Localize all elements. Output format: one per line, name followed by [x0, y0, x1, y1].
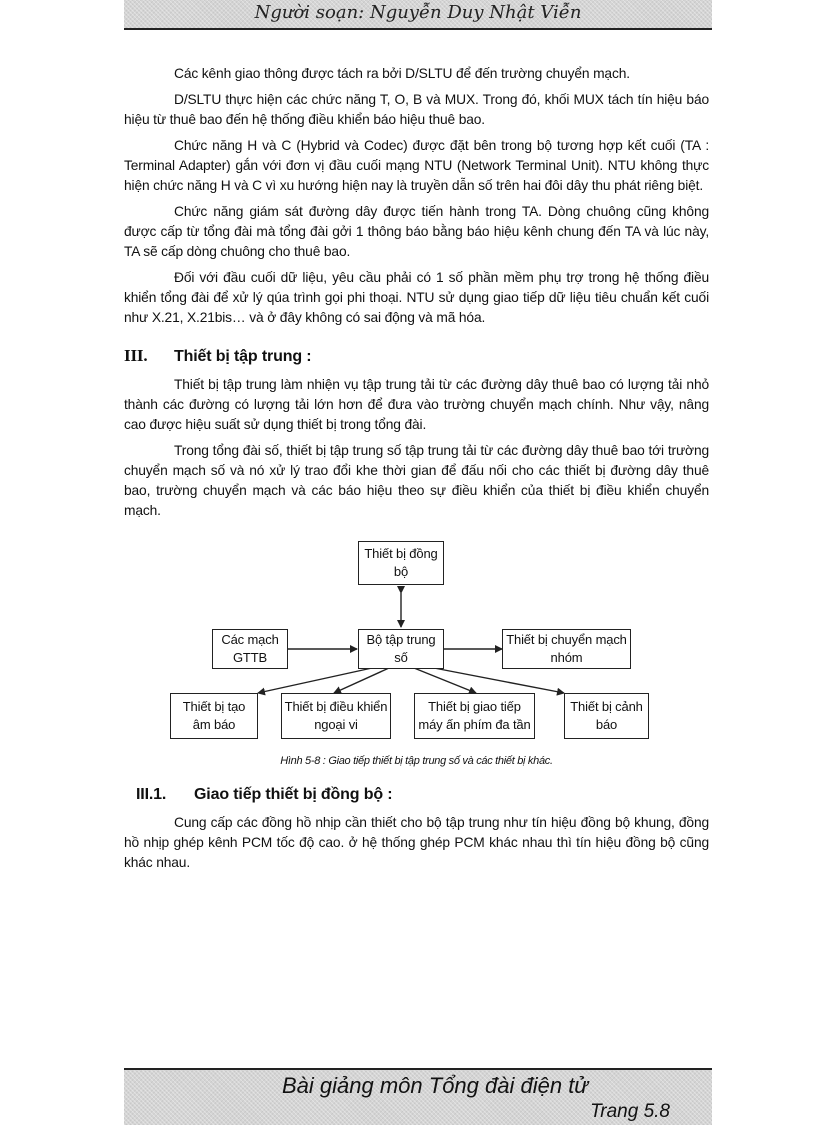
- paragraph: Trong tổng đài số, thiết bị tập trung số tập trung tải từ các đường dây thuê bao tới trường chuyển mạch số và nó xử lý trao đổi khe thời gian để đấu nối cho các thiết bị đường dây thuê bao, trường chuyển mạch và các báo hiệu theo sự điều khiển của thiết bị điều khiển chuyển mạch.: [124, 443, 709, 518]
- box-tone: Thiết bị tạo âm báo: [170, 693, 258, 739]
- footer-band: [124, 1068, 712, 1125]
- box-sync: Thiết bị đồng bộ: [358, 541, 444, 585]
- section-heading-3: [124, 346, 709, 367]
- paragraph: Cung cấp các đồng hồ nhịp cần thiết cho bộ tập trung như tín hiệu đồng bộ khung, đồng hồ nhịp ghép kênh PCM tốc độ cao. ở hệ thống ghép PCM khác nhau thì tín hiệu đồng bộ cũng khác nhau.: [124, 815, 709, 870]
- section-number: III.: [124, 346, 148, 365]
- box-concentrator: Bộ tập trung số: [358, 629, 444, 669]
- section-number: III.1.: [136, 786, 167, 803]
- paragraph: Đối với đầu cuối dữ liệu, yêu cầu phải có 1 số phần mềm phụ trợ trong hệ thống điều khiển tổng đài để xử lý qúa trình gọi phi thoại. NTU sử dụng giao tiếp dữ liệu tiêu chuẩn kết cuối như X.21, X.21bis… và ở đây không có sai động và mã hóa.: [124, 270, 709, 325]
- section-title: Thiết bị tập trung :: [174, 348, 312, 365]
- box-group-switch: Thiết bị chuyển mạch nhóm: [502, 629, 631, 669]
- paragraph: D/SLTU thực hiện các chức năng T, O, B và MUX. Trong đó, khối MUX tách tín hiệu báo hiệu từ thuê bao đến hệ thống điều khiển báo hiệu thuê bao.: [124, 92, 709, 127]
- paragraph: Thiết bị tập trung làm nhiện vụ tập trung tải từ các đường dây thuê bao có lượng tải nhỏ thành các đường có lượng tải lớn hơn để đưa vào trường chuyển mạch chính. Như vậy, nâng cao được hiệu suất sử dụng thiết bị trong tổng đài.: [124, 377, 709, 432]
- page-content: [124, 64, 709, 879]
- arrow-to-tone: [258, 668, 372, 693]
- paragraph: Các kênh giao thông được tách ra bởi D/SLTU để đến trường chuyển mạch.: [174, 66, 630, 81]
- box-gttb: Các mạch GTTB: [212, 629, 288, 669]
- arrow-to-peripheral: [334, 668, 389, 693]
- box-alarm: Thiết bị cảnh báo: [564, 693, 649, 739]
- footer-title: Bài giảng môn Tổng đài điện tử: [282, 1073, 589, 1098]
- paragraph: Chức năng giám sát đường dây được tiến hành trong TA. Dòng chuông cũng không được cấp từ tổng đài mà tổng đài gởi 1 thông báo bằng báo hiệu kênh chung đến TA và lúc này, TA sẽ cấp dòng chuông cho thuê bao.: [124, 204, 709, 259]
- header-author: Người soạn: Nguyễn Duy Nhật Viễn: [254, 2, 582, 23]
- page-number: Trang 5.8: [590, 1101, 670, 1122]
- paragraph: Chức năng H và C (Hybrid và Codec) được đặt bên trong bộ tương hợp kết cuối (TA : Terminal Adapter) gắn với đơn vị đầu cuối mạng NTU (Network Terminal Unit). NTU không thực hiện chức năng H và C vì xu hướng hiện nay là truyền dẫn số trên hai đôi dây thu phát riêng biệt.: [124, 138, 709, 193]
- arrow-to-dtmf: [414, 668, 476, 693]
- figure-concentrator-diagram: [124, 529, 709, 769]
- header-band: [124, 0, 712, 30]
- box-peripheral: Thiết bị điều khiển ngoại vi: [281, 693, 391, 739]
- section-title: Giao tiếp thiết bị đồng bộ :: [194, 786, 393, 803]
- arrow-to-alarm: [434, 668, 564, 693]
- box-dtmf: Thiết bị giao tiếp máy ấn phím đa tần: [414, 693, 535, 739]
- section-heading-3-1: [124, 785, 709, 805]
- figure-caption: Hình 5-8 : Giao tiếp thiết bị tập trung số và các thiết bị khác.: [280, 755, 553, 767]
